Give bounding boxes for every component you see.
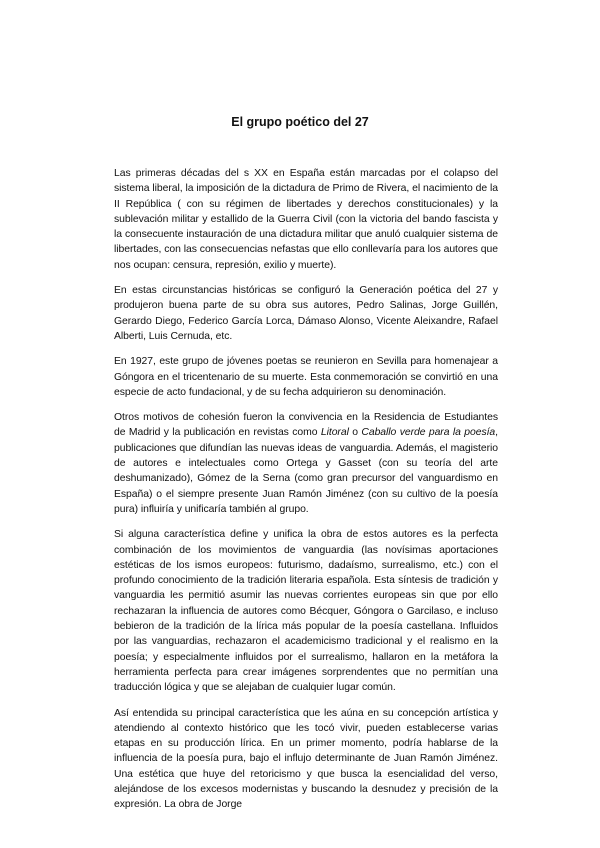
document-title: El grupo poético del 27 bbox=[231, 115, 369, 129]
document-body bbox=[114, 166, 498, 823]
paragraph-historical-context: Las primeras décadas del s XX en España están marcadas por el colapso del sistema liberal, la imposición de la dictadura de Primo de Rivera, el nacimiento de la II República ( con su régimen de libertades y derechos constitucionales) y la sublevación militar y estallido de la Guerra Civil (con la victoria del bando fascista y la consecuente instauración de una dictadura militar que anuló cualquier sistema de libertades, con las consecuencias nefastas que ello conllevaría para los autores que nos ocupan: censura, represión, exilio y muerte). bbox=[114, 168, 498, 271]
paragraph-cohesion: Otros motivos de cohesión fueron la convivencia en la Residencia de Estudiantes de Madrid y la publicación en revistas como Litoral o Caballo verde para la poesía, publicaciones que difundían las nuevas ideas de vanguardia. Además, el magisterio de autores e intelectuales como Ortega y Gasset (con su teoría del arte deshumanizado), Gómez de la Serna (como gran precursor del vanguardismo en España) o el siempre presente Juan Ramón Jiménez (con su cultivo de la poesía pura) influiría y unificaría también al grupo. bbox=[114, 412, 498, 515]
paragraph-tradition-avantgarde: Si alguna característica define y unifica la obra de estos autores es la perfecta combinación de los movimientos de vanguardia (las novísimas aportaciones estéticas de los ismos europeos: futurismo, dadaísmo, surrealismo, etc.) con el profundo conocimiento de la tradición literaria española. Esta síntesis de tradición y vanguardia les permitió asumir las nuevas corrientes europeas sin que por ello rechazaran la influencia de autores como Bécquer, Góngora o Garcilaso, e incluso bebieron de la tradición de la lírica más popular de la poesía castellana. Influidos por las vanguardias, rechazaron el academicismo tradicional y el realismo en la poesía; y especialmente influidos por el surrealismo, hallaron en la metáfora la herramienta perfecta para crear imágenes sorprendentes que no permitían una traducción lógica y que se alejaban de cualquier lugar común. bbox=[114, 529, 498, 694]
paragraph-stages: Así entendida su principal característica que les aúna en su concepción artística y atendiendo al contexto histórico que les tocó vivir, pueden establecerse varias etapas en su producción lírica. En un primer momento, podría hablarse de la influencia de la poesía pura, bajo el influjo determinante de Juan Ramón Jiménez. Una estética que huye del retoricismo y que busca la esencialidad del verso, alejándose de los excesos modernistas y buscando la desnudez y precisión de la expresión. La obra de Jorge bbox=[114, 707, 498, 811]
journal-title-litoral: Litoral bbox=[320, 427, 349, 439]
paragraph-founding-1927: En 1927, este grupo de jóvenes poetas se reunieron en Sevilla para homenajear a Góngora en el tricentenario de su muerte. Esta conmemoración se convirtió en una especie de acto fundacional, y de su fecha adquirieron su denominación. bbox=[114, 356, 498, 398]
journal-title-caballo-verde: Caballo verde para la poesía bbox=[361, 427, 496, 439]
paragraph-authors: En estas circunstancias históricas se configuró la Generación poética del 27 y produjeron buena parte de su obra sus autores, Pedro Salinas, Jorge Guillén, Gerardo Diego, Federico García Lorca, Dámaso Alonso, Vicente Aleixandre, Rafael Alberti, Luis Cernuda, etc. bbox=[114, 285, 498, 342]
